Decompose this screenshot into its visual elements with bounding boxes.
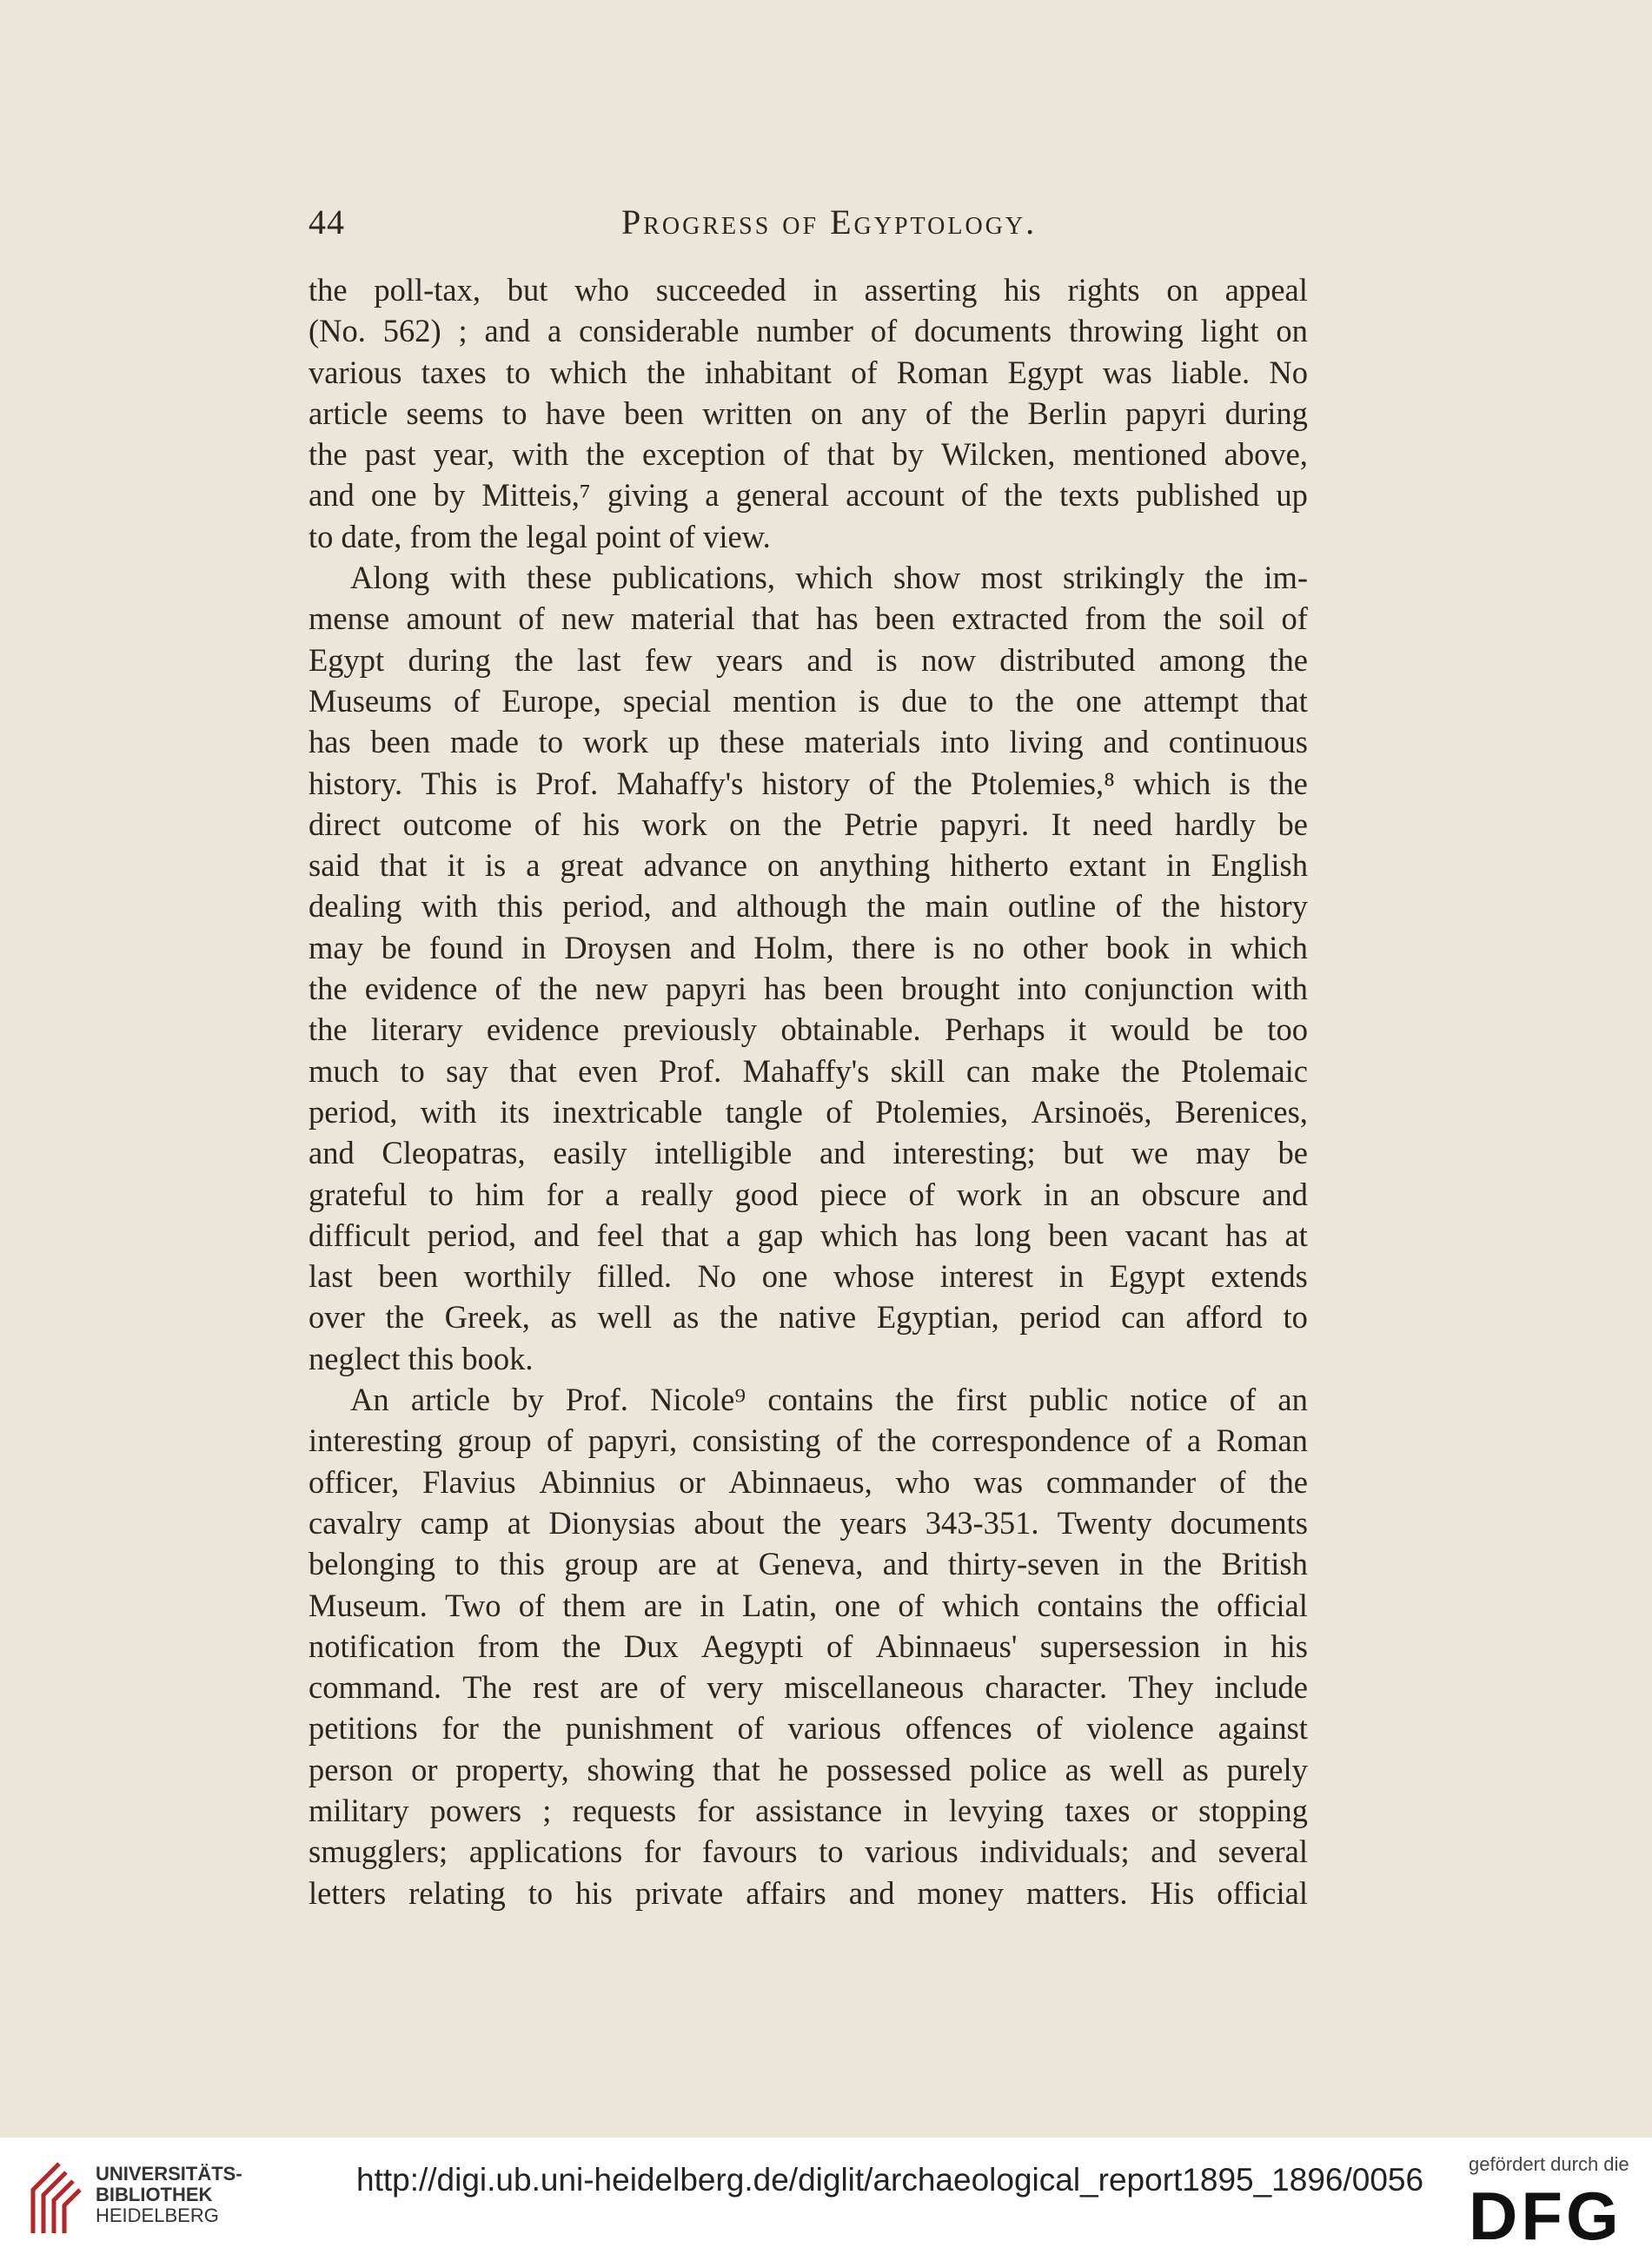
text-line: history. This is Prof. Mahaffy's history of the Ptolemies,⁸ which is the (309, 765, 1308, 801)
text-line: much to say that even Prof. Mahaffy's skill can make the Ptolemaic (309, 1052, 1308, 1089)
text-line: Egypt during the last few years and is now distributed among the (309, 641, 1308, 678)
running-head: Progress of Egyptology. (621, 202, 1038, 242)
text-line (309, 1338, 1308, 1379)
text-line: the evidence of the new papyri has been brought into conjunction with (309, 971, 1308, 1007)
text-line: and one by Mitteis,⁷ giving a general account of the texts published up (309, 477, 1308, 514)
text-line: direct outcome of his work on the Petrie papyri. It need hardly be (309, 806, 1308, 842)
text-line: has been made to work up these materials into living and continuous (309, 724, 1308, 760)
text-line: the literary evidence previously obtainable. Perhaps it would be too (309, 1011, 1308, 1048)
university-library-logo-icon (24, 2155, 94, 2242)
text-line: belonging to this group are at Geneva, and thirty-seven in the British (309, 1546, 1308, 1582)
text-line: letters relating to his private affairs and money matters. His official (309, 1874, 1308, 1911)
line-text: neglect this book. (309, 1340, 534, 1376)
text-line: the poll-tax, but who succeeded in asserting his rights on appeal (309, 272, 1308, 308)
text-line: and Cleopatras, easily intelligible and interesting; but we may be (309, 1135, 1308, 1171)
text-line: notification from the Dux Aegypti of Abinnaeus' supersession in his (309, 1628, 1308, 1664)
text-line: the past year, with the exception of that by Wilcken, mentioned above, (309, 436, 1308, 473)
text-line: various taxes to which the inhabitant of Roman Egypt was liable. No (309, 354, 1308, 390)
text-line: dealing with this period, and although the main outline of the history (309, 888, 1308, 925)
text-line: command. The rest are of very miscellaneous character. They include (309, 1669, 1308, 1706)
institution-line-2: BIBLIOTHEK (96, 2184, 213, 2205)
funded-by-label: gefördert durch die (1469, 2153, 1629, 2175)
page-number: 44 (309, 202, 345, 242)
text-line: smugglers; applications for favours to various individuals; and several (309, 1833, 1308, 1870)
text-line: cavalry camp at Dionysias about the years 343-351. Twenty documents (309, 1504, 1308, 1541)
text-line: over the Greek, as well as the native Egyptian, period can afford to (309, 1299, 1308, 1336)
institution-line-1: UNIVERSITÄTS- (96, 2163, 242, 2185)
text-line: interesting group of papyri, consisting of the correspondence of a Roman (309, 1422, 1308, 1459)
institution-line-3: HEIDELBERG (96, 2205, 219, 2226)
text-line: mense amount of new material that has been extracted from the soil of (309, 600, 1308, 637)
text-line: Museum. Two of them are in Latin, one of which contains the official (309, 1587, 1308, 1623)
text-line: may be found in Droysen and Holm, there is no other book in which (309, 929, 1308, 965)
line-text: to date, from the legal point of view. (309, 518, 771, 554)
text-line: last been worthily filled. No one whose interest in Egypt extends (309, 1258, 1308, 1295)
institution-name (96, 2164, 242, 2226)
text-line: grateful to him for a really good piece of work in an obscure and (309, 1176, 1308, 1212)
text-line: said that it is a great advance on anything hitherto extant in English (309, 847, 1308, 884)
footer-bar (0, 2138, 1652, 2261)
text-line: An article by Prof. Nicole⁹ contains the first public notice of an (350, 1382, 1308, 1418)
page-header (309, 202, 1308, 254)
text-line: military powers ; requests for assistance in levying taxes or stopping (309, 1792, 1308, 1828)
text-line: Along with these publications, which show most strikingly the im- (350, 560, 1308, 596)
body-text (309, 269, 1308, 1913)
text-line: Museums of Europe, special mention is due to the one attempt that (309, 682, 1308, 719)
dfg-logo: DFG (1469, 2178, 1622, 2254)
text-line: officer, Flavius Abinnius or Abinnaeus, who was commander of the (309, 1463, 1308, 1500)
text-line: (No. 562) ; and a considerable number of documents throwing light on (309, 313, 1308, 349)
text-line: period, with its inextricable tangle of Ptolemies, Arsinoës, Berenices, (309, 1093, 1308, 1130)
text-line: difficult period, and feel that a gap which has long been vacant has at (309, 1217, 1308, 1253)
text-line: person or property, showing that he possessed police as well as purely (309, 1751, 1308, 1787)
text-line (309, 516, 1308, 557)
text-line: article seems to have been written on any of the Berlin papyri during (309, 395, 1308, 431)
source-url-link[interactable]: http://digi.ub.uni-heidelberg.de/diglit/archaeological_report1895_1896/0056 (356, 2162, 1424, 2198)
text-line: petitions for the punishment of various offences of violence against (309, 1710, 1308, 1747)
